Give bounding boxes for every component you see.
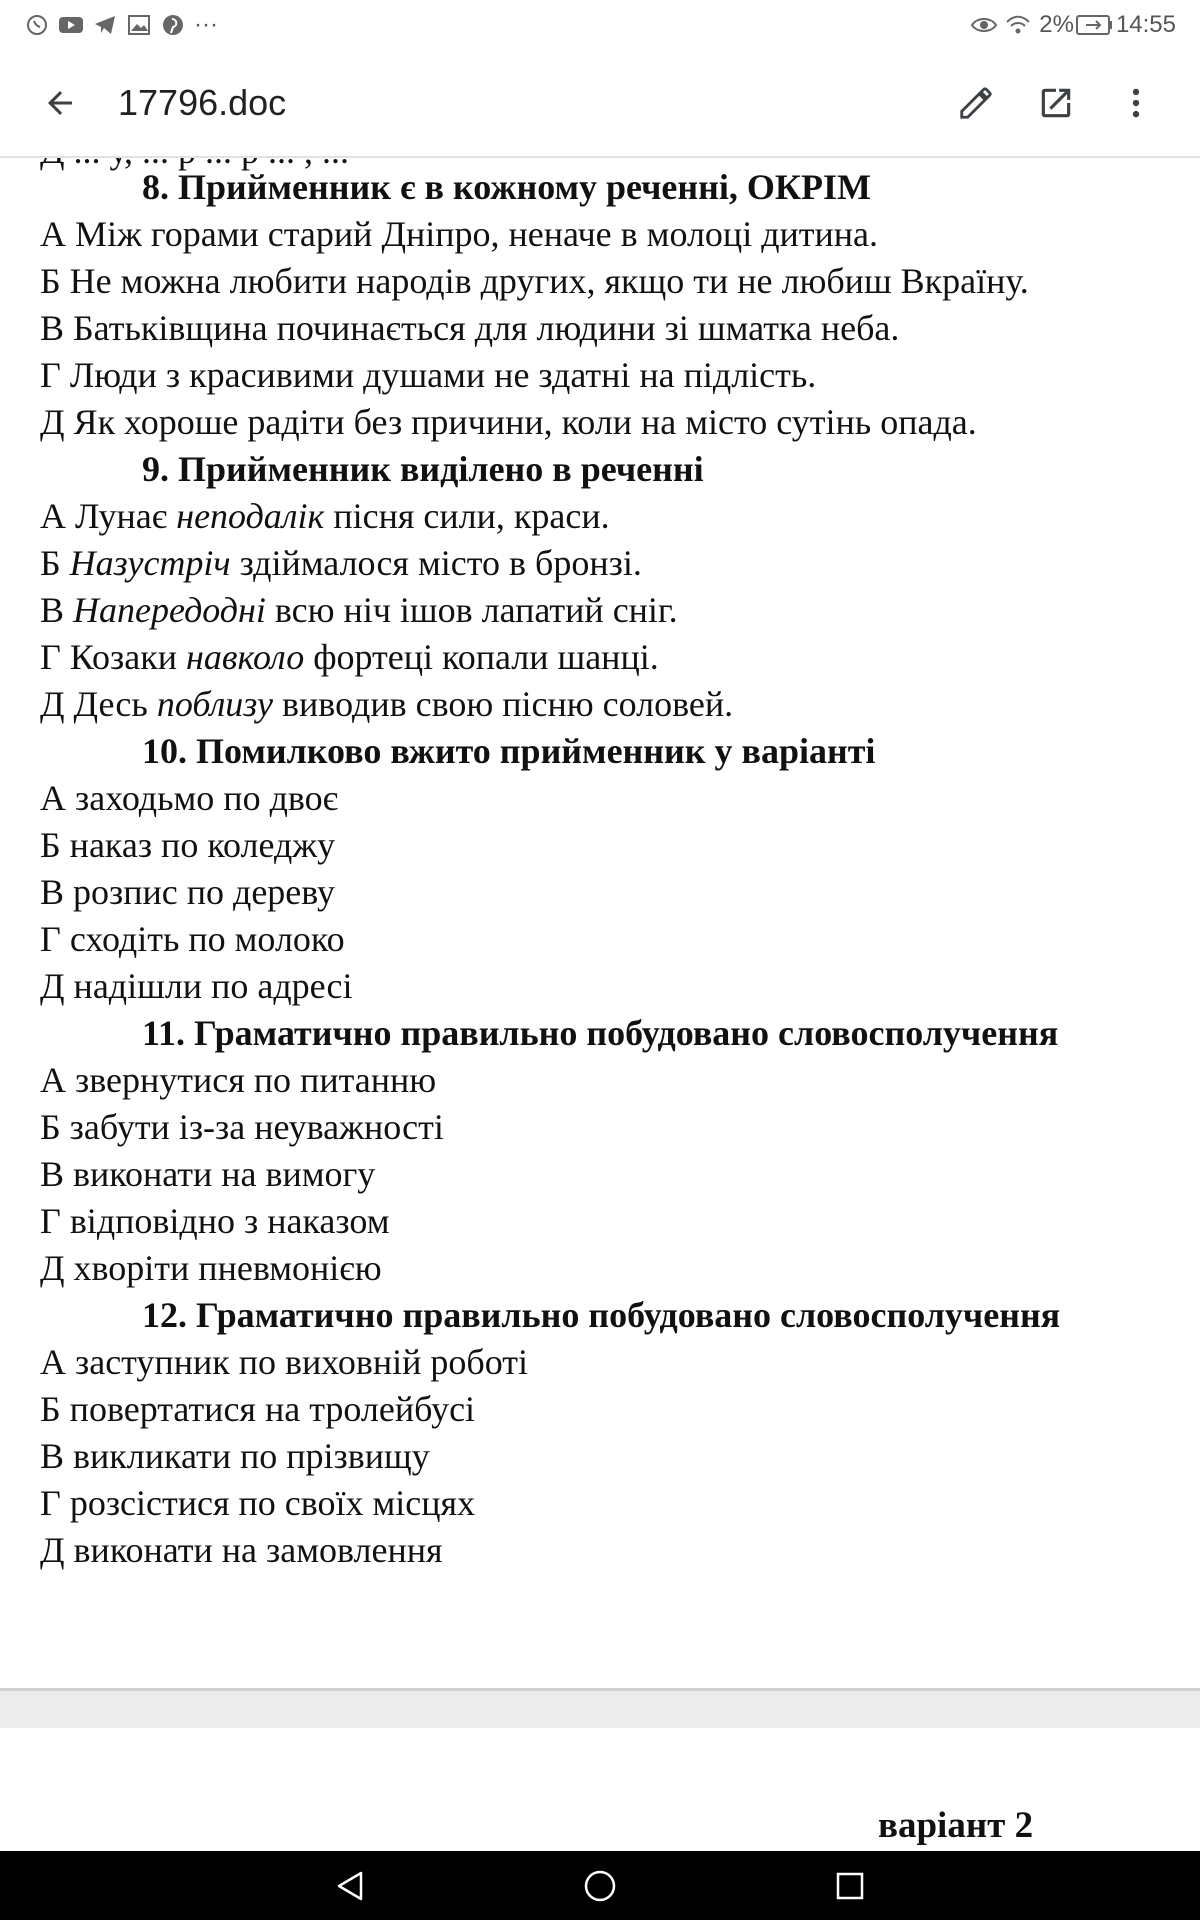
option-line: А Між горами старий Дніпро, неначе в молоці дитина. [40, 214, 879, 254]
app-bar [0, 50, 1200, 158]
system-nav-bar [0, 1851, 1200, 1920]
eye-comfort-icon [971, 12, 997, 38]
system-status [971, 11, 1176, 39]
option-line: В Батьківщина починається для людини зі шматка неба. [40, 308, 900, 348]
pinterest-icon [160, 12, 186, 38]
telegram-icon [92, 12, 118, 38]
nav-home-icon [583, 1869, 617, 1903]
option-line: Б наказ по коледжу [40, 825, 336, 865]
question-8: 8. Прийменник є в кожному реченні, ОКРІМ [142, 167, 871, 207]
back-button[interactable] [24, 67, 96, 139]
option-line: В Напередодні всю ніч ішов лапатий сніг. [40, 590, 678, 630]
option-line: Б Назустріч здіймалося місто в бронзі. [40, 543, 642, 583]
question-11: 11. Граматично правильно побудовано словосполучення [142, 1013, 1059, 1053]
question-12: 12. Граматично правильно побудовано словосполучення [142, 1295, 1061, 1335]
edit-pencil-icon [957, 84, 995, 122]
nav-home-button[interactable] [580, 1866, 620, 1906]
back-arrow-icon [42, 85, 78, 121]
option-line: В викликати по прізвищу [40, 1436, 430, 1476]
option-line: Б забути із-за неуважності [40, 1107, 444, 1147]
more-vert-icon [1117, 84, 1155, 122]
option-line: А заходьмо по двоє [40, 778, 339, 818]
battery-icon [1082, 12, 1108, 38]
wifi-icon [1005, 12, 1031, 38]
option-line: Д Десь поблизу виводив свою пісню соловей. [40, 684, 734, 724]
nav-recents-button[interactable] [830, 1866, 870, 1906]
more-options-button[interactable] [1096, 63, 1176, 143]
document-title: 17796.doc [118, 82, 287, 123]
notification-icons [24, 11, 218, 39]
question-9: 9. Прийменник виділено в реченні [142, 449, 704, 489]
option-line: Г Козаки навколо фортеці копали шанці. [40, 637, 659, 677]
youtube-icon [58, 12, 84, 38]
status-bar [0, 0, 1200, 50]
open-external-icon [1037, 84, 1075, 122]
option-line: Д Як хороше радіти без причини, коли на місто сутінь опада. [40, 402, 977, 442]
option-line: Г Люди з красивими душами не здатні на підлість. [40, 355, 817, 395]
option-line: Г сходіть по молоко [40, 919, 345, 959]
page-separator [0, 1688, 1200, 1728]
gallery-icon [126, 12, 152, 38]
option-line: Д хворіти пневмонією [40, 1248, 382, 1288]
viber-icon [24, 12, 50, 38]
option-line: А заступник по виховній роботі [40, 1342, 528, 1382]
option-line: А звернутися по питанню [40, 1060, 437, 1100]
option-line: Г розсістися по своїх місцях [40, 1483, 476, 1523]
option-line: В виконати на вимогу [40, 1154, 376, 1194]
option-line: Д виконати на замовлення [40, 1530, 443, 1570]
option-line: В розпис по дереву [40, 872, 336, 912]
option-line: Г відповідно з наказом [40, 1201, 390, 1241]
more-notifications-icon: ··· [194, 11, 218, 38]
option-line: Д надішли по адресі [40, 966, 353, 1006]
edit-button[interactable] [936, 63, 1016, 143]
clock: 14:55 [1115, 11, 1176, 38]
nav-recents-icon [835, 1871, 865, 1901]
battery-percent: 2% [1039, 11, 1074, 38]
question-10: 10. Помилково вжито прийменник у варіанті [142, 731, 876, 771]
nav-back-icon [333, 1869, 367, 1903]
option-line: А Лунає неподалік пісня сили, краси. [40, 496, 610, 536]
next-page-heading: варіант 2 [878, 1805, 1034, 1846]
document-page[interactable] [0, 158, 1200, 1688]
option-line: Б Не можна любити народів других, якщо ти не любиш Вкраїну. [40, 261, 1029, 301]
option-line: Б повертатися на тролейбусі [40, 1389, 476, 1429]
nav-back-button[interactable] [330, 1866, 370, 1906]
open-in-app-button[interactable] [1016, 63, 1096, 143]
